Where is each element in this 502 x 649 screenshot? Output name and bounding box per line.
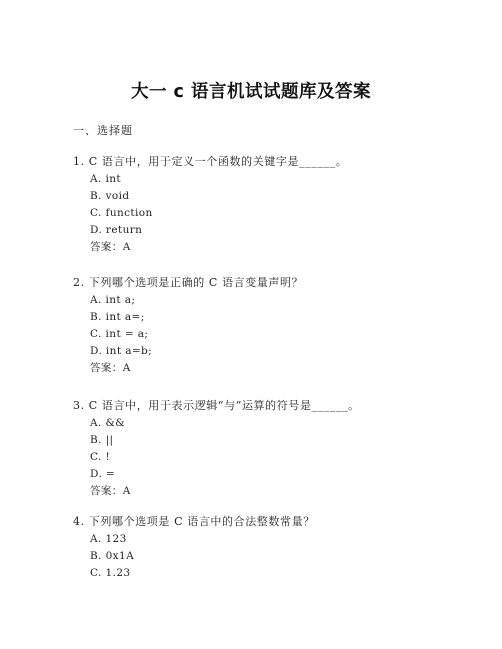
option-d: D. int a=b; xyxy=(90,345,153,357)
option-a: A. && xyxy=(90,417,125,429)
option-b: B. 0x1A xyxy=(90,550,135,562)
option-c: C. int = a; xyxy=(90,328,149,340)
question-1 xyxy=(73,153,493,256)
section-heading: 一、选择题 xyxy=(73,124,133,137)
question-stem: 3. C 语言中，用于表示逻辑“与”运算的符号是______。 xyxy=(73,399,360,412)
option-c: C. 1.23 xyxy=(90,567,131,579)
question-2 xyxy=(73,274,493,377)
question-4 xyxy=(73,513,493,582)
option-d: D. = xyxy=(90,468,116,480)
option-c: C. ! xyxy=(90,451,111,463)
option-a: A. int xyxy=(90,173,121,185)
option-b: B. int a=; xyxy=(90,311,145,323)
option-d: D. return xyxy=(90,224,143,236)
option-a: A. 123 xyxy=(90,533,127,545)
answer-text: 答案：A xyxy=(90,362,131,374)
question-stem: 4. 下列哪个选项是 C 语言中的合法整数常量？ xyxy=(73,515,315,528)
document-title: 大一 c 语言机试试题库及答案 xyxy=(130,82,372,102)
answer-text: 答案：A xyxy=(90,485,131,497)
option-b: B. void xyxy=(90,190,130,202)
option-b: B. || xyxy=(90,434,114,446)
option-a: A. int a; xyxy=(90,294,136,306)
question-stem: 1. C 语言中，用于定义一个函数的关键字是______。 xyxy=(73,155,348,168)
answer-text: 答案：A xyxy=(90,241,131,253)
question-3 xyxy=(73,397,493,500)
question-stem: 2. 下列哪个选项是正确的 C 语言变量声明？ xyxy=(73,276,304,289)
option-c: C. function xyxy=(90,207,153,219)
